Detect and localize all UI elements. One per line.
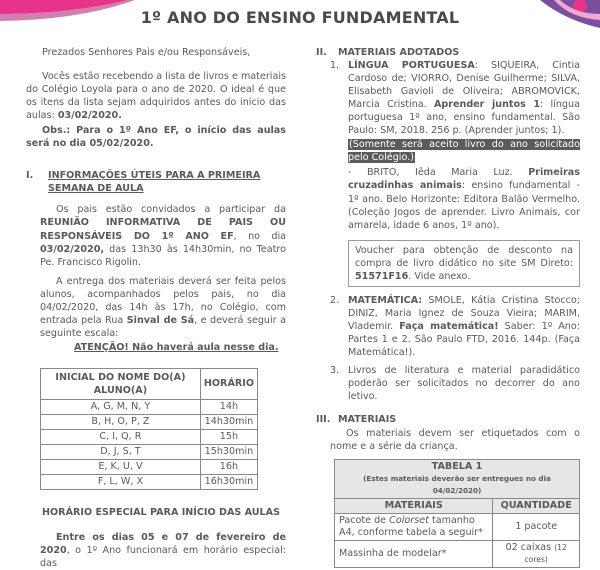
- table-row: Massinha de modelar* 02 caixas (12 cores): [335, 541, 580, 568]
- delivery-schedule-table: [40, 368, 258, 490]
- quantity-header: QUANTIDADE: [493, 499, 580, 514]
- materials-table-caption-row: [335, 460, 580, 499]
- materials-table: [334, 459, 580, 568]
- schedule-header-row: [41, 368, 258, 399]
- attention-note: ATENÇÃO! Não haverá aula nesse dia.: [74, 341, 279, 353]
- schedule-header-time: HORÁRIO: [200, 368, 257, 399]
- intro-paragraph: Vocês estão recebendo a lista de livros e materiais do Colégio Loyola para o ano de 2020. O ideal é que os itens da lista sejam adquiridos antes do início das aulas: 03/02/2020.: [26, 71, 286, 122]
- section-3-text: Os materiais devem ser etiquetados com o nome e a série da criança.: [330, 428, 580, 453]
- section-3-heading: III. MATERIAIS: [316, 414, 397, 426]
- obs-paragraph: Obs.: Para o 1º Ano EF, o início das aulas será no dia 05/02/2020.: [26, 125, 286, 150]
- table-row: D, J, S, T 15h30min: [41, 444, 258, 459]
- voucher-box: Voucher para obtenção de desconto na compra de livro didático no site SM Direto: 51571F16. Vide anexo.: [348, 240, 580, 287]
- right-column: [316, 46, 580, 568]
- page-title: 1º ANO DO ENSINO FUNDAMENTAL: [140, 8, 460, 27]
- section-2-heading: II. MATERIAIS ADOTADOS: [316, 47, 460, 58]
- table-row: Pacote de Colorset tamanho A4, conforme tabela a seguir* 1 pacote: [335, 514, 580, 541]
- special-schedule-paragraph: Entre os dias 05 e 07 de fevereiro de 2020, o 1º Ano funcionará em horário especial: das: [40, 531, 286, 570]
- schedule-header-initial: INICIAL DO NOME DO(A) ALUNO(A): [41, 368, 201, 399]
- delivery-paragraph: A entrega dos materiais deverá ser feita pelos alunos, acompanhados pelos pais, no dia 04/02/2020, das 14h às 17h, no Colégio, com entrada pela Rua Sinval de Sá, e deverá seguir a seguinte escala:: [40, 275, 286, 339]
- left-column: [26, 46, 286, 570]
- book-notice-highlight: (Somente será aceito livro do ano solicitado pelo Colégio.): [348, 139, 580, 164]
- table-row: A, G, M, N, Y 14h: [41, 399, 258, 414]
- list-item-literature: 3. Livros de literatura e material paradidático poderão ser solicitados no decorrer do ano letivo.: [330, 365, 580, 403]
- materials-header: MATERIAIS: [335, 499, 493, 514]
- materials-table-subtitle: (Estes materiais deverão ser entregues no dia 04/02/2020): [363, 474, 551, 496]
- list-item-portuguese: 1. LÍNGUA PORTUGUESA: SIQUEIRA, Cintia Cardoso de; VIORRO, Denise Guilherme; SILVA, Elisabeth Gavioli de Oliveira; ABROMOVICK, Marcia Cristina. Aprender juntos 1: língua portuguesa 1º ano, ensino fundamental. São Paulo: SM, 2018. 256 p. (Aprender juntos; 1). (Somente será aceito livro do ano solicitado pelo Colégio.) - BRITO, Iêda Maria Luz. Primeiras cruzadinhas animais: ensino fundamental - 1º ano. Belo Horizonte: Editora Balão Vermelho. (Coleção Jogos de aprender. Livro Animais, cor amarela, idade 6 anos, 1º ano).: [330, 60, 580, 231]
- materials-table-title: TABELA 1: [431, 461, 483, 473]
- table-row: F, L, W, X 16h30min: [41, 474, 258, 489]
- table-row: E, K, U, V 16h: [41, 459, 258, 474]
- list-item-math: 2. MATEMÁTICA: SMOLE, Kátia Cristina Stocco; DINIZ, Maria Ignez de Souza Vieira; MARIM, Vlademir. Faça matemática! Saber: 1º Ano: Partes 1 e 2. São Paulo FTD, 2016. 144p. (Faça Matemática!).: [330, 294, 580, 358]
- voucher-code: 51571F16: [355, 270, 409, 282]
- special-schedule-title: HORÁRIO ESPECIAL PARA INÍCIO DAS AULAS: [42, 506, 280, 518]
- table-row: B, H, O, P, Z 14h30min: [41, 414, 258, 429]
- table-row: C, I, Q, R 15h: [41, 429, 258, 444]
- materials-table-header-row: [335, 499, 580, 514]
- section-1-heading: I. INFORMAÇÕES ÚTEIS PARA A PRIMEIRA SEMANA DE AULA: [26, 170, 261, 195]
- greeting: Prezados Senhores Pais e/ou Responsáveis,: [42, 47, 251, 58]
- meeting-paragraph: Os pais estão convidados a participar da REUNIÃO INFORMATIVA DE PAIS OU RESPONSÁVEIS DO 1º ANO EF, no dia 03/02/2020, das 13h30 às 14h30min, no Teatro Pe. Francisco Rigolin.: [40, 204, 286, 268]
